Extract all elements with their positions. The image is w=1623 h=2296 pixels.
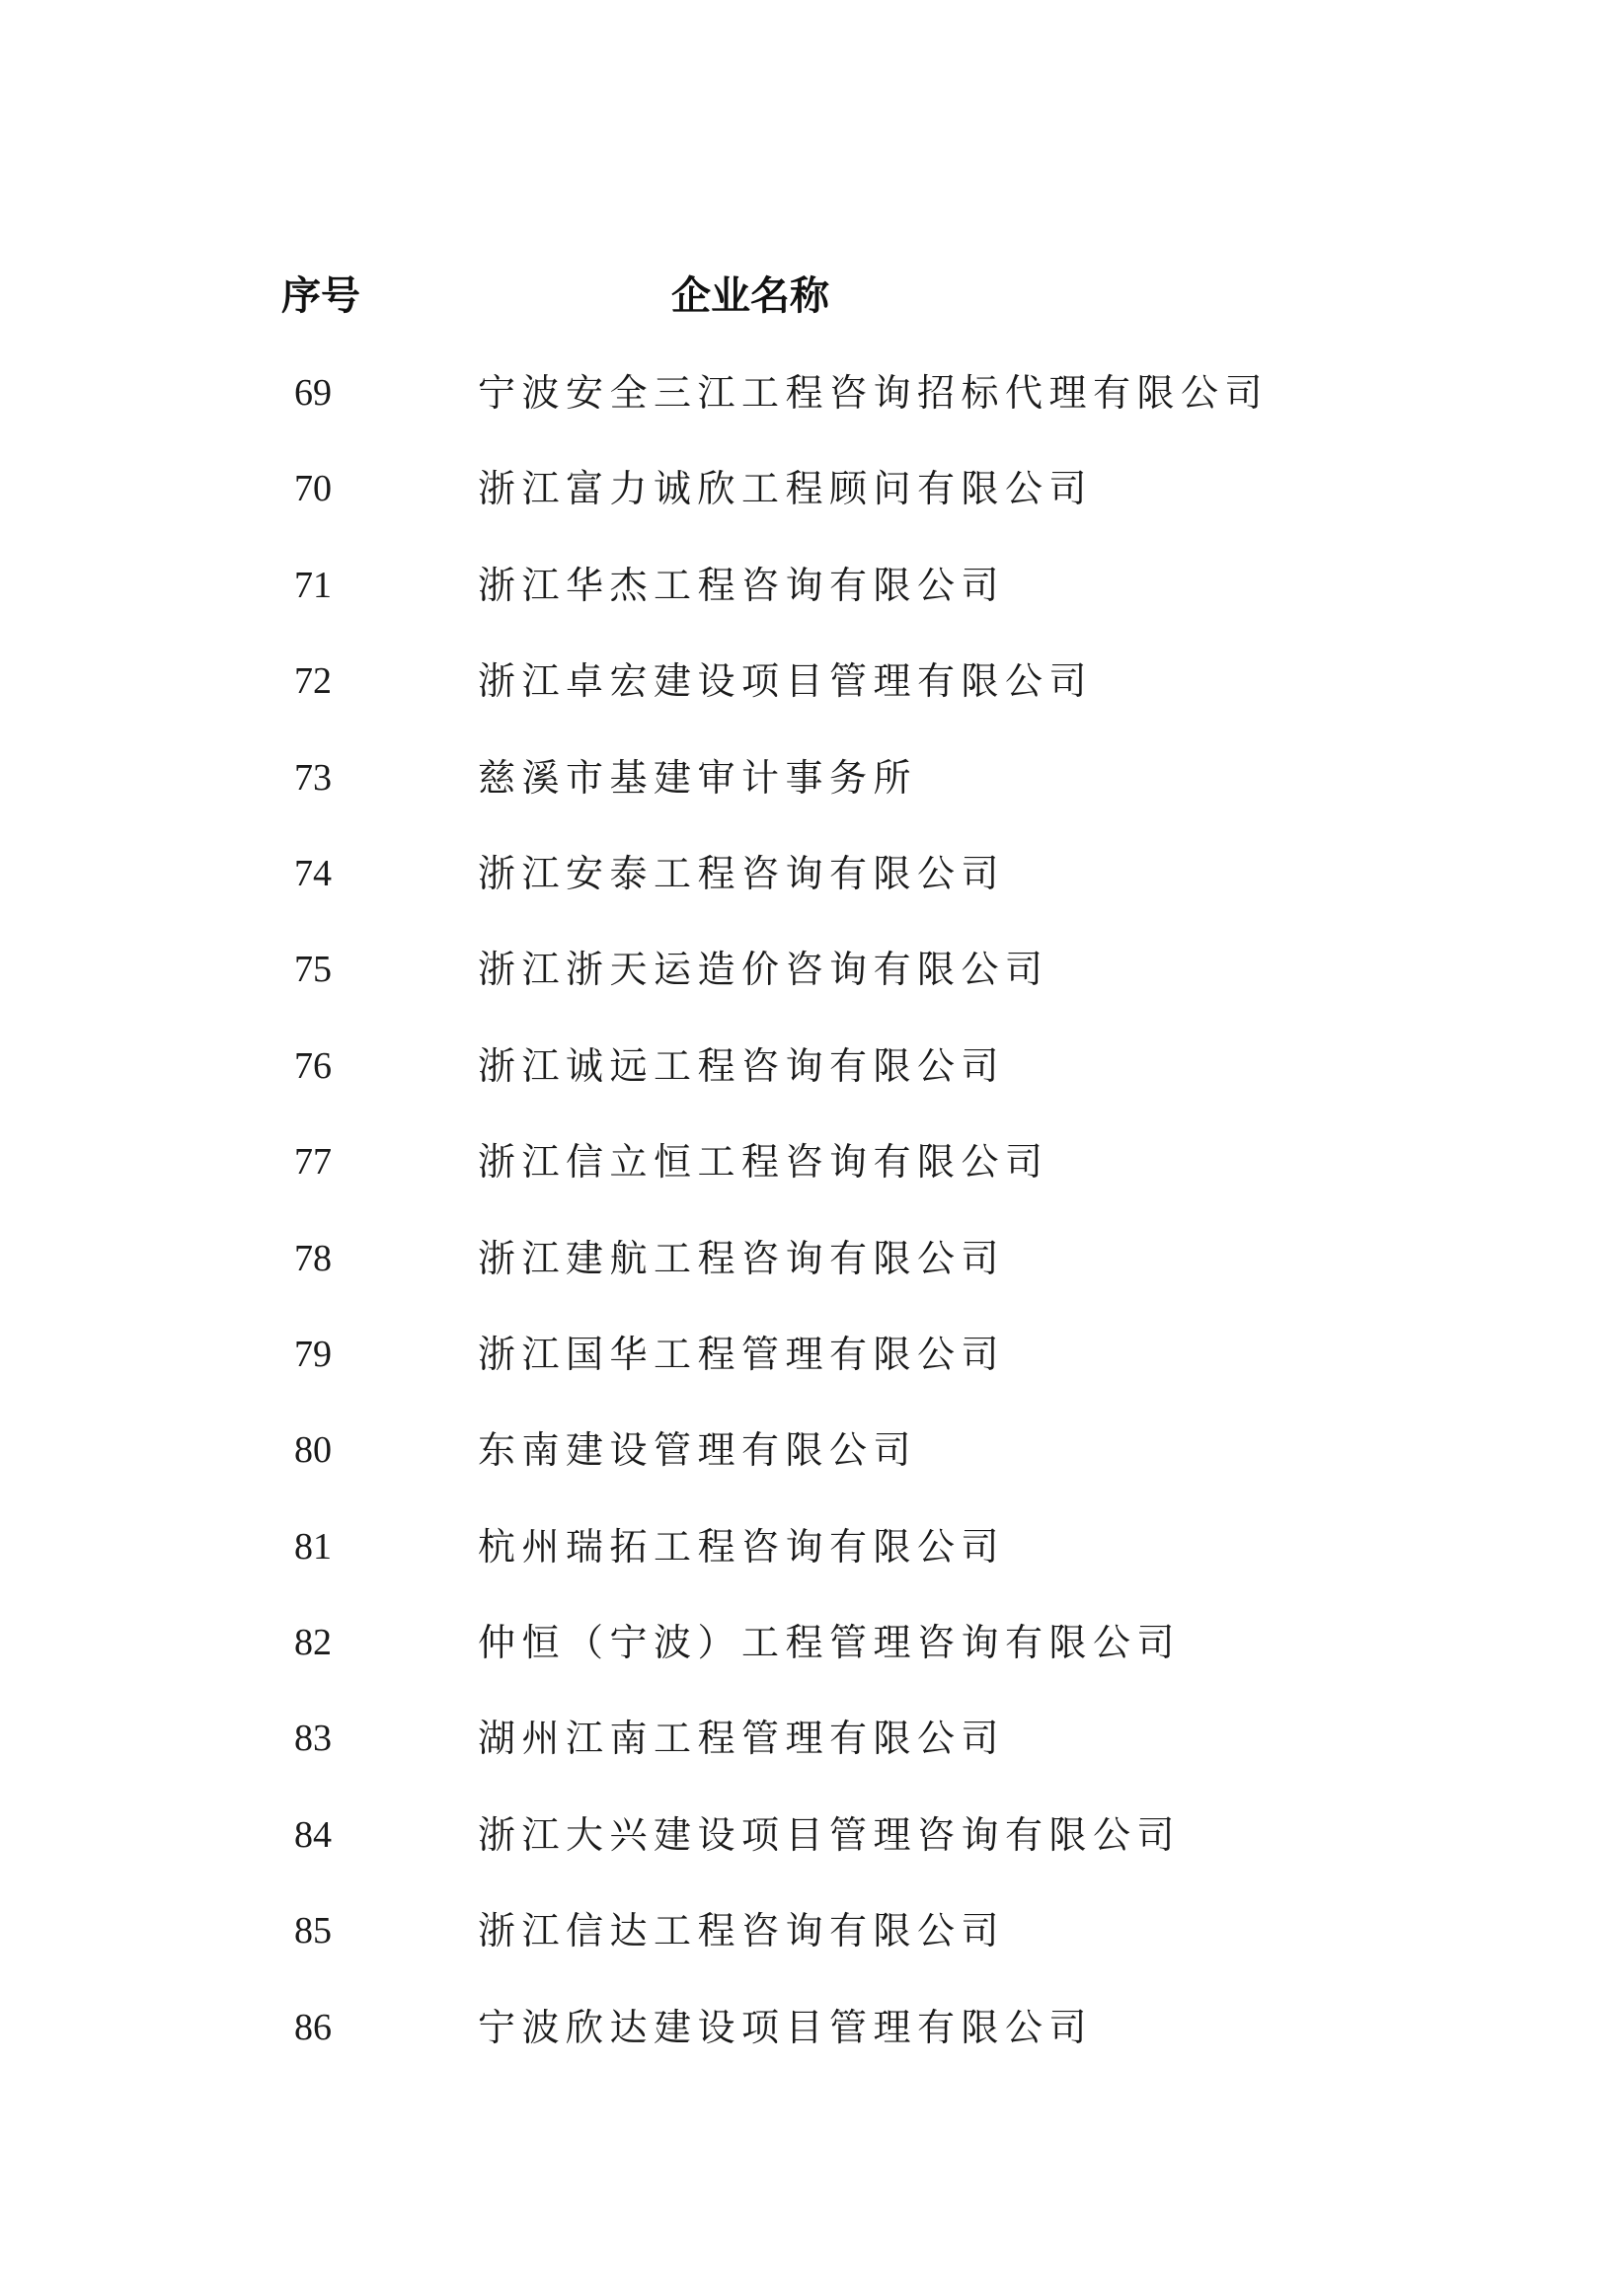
row-serial-number: 76 — [294, 1044, 332, 1087]
row-company-name: 浙江大兴建设项目管理咨询有限公司 — [478, 1812, 1182, 1857]
row-serial-number: 83 — [294, 1718, 332, 1760]
row-company-name: 浙江国华工程管理有限公司 — [478, 1332, 1006, 1376]
table-row — [0, 1325, 1623, 1420]
table-row — [0, 363, 1623, 459]
table-row — [0, 651, 1623, 747]
company-list — [0, 363, 1623, 2094]
row-company-name: 浙江华杰工程咨询有限公司 — [478, 563, 1006, 607]
row-company-name: 浙江富力诚欣工程顾问有限公司 — [478, 467, 1094, 511]
row-company-name: 浙江信立恒工程咨询有限公司 — [478, 1140, 1049, 1185]
table-row — [0, 748, 1623, 844]
row-serial-number: 69 — [294, 372, 332, 414]
table-row — [0, 556, 1623, 651]
row-serial-number: 74 — [294, 852, 332, 894]
table-row — [0, 1998, 1623, 2094]
row-serial-number: 80 — [294, 1429, 332, 1472]
table-row — [0, 1517, 1623, 1613]
row-company-name: 宁波安全三江工程咨询招标代理有限公司 — [478, 371, 1270, 415]
table-row — [0, 459, 1623, 555]
table-row — [0, 940, 1623, 1035]
row-serial-number: 82 — [294, 1622, 332, 1664]
table-row — [0, 1036, 1623, 1132]
row-company-name: 慈溪市基建审计事务所 — [478, 755, 918, 800]
row-serial-number: 77 — [294, 1141, 332, 1184]
row-serial-number: 71 — [294, 564, 332, 606]
row-serial-number: 72 — [294, 660, 332, 703]
table-row — [0, 1805, 1623, 1901]
table-row — [0, 1132, 1623, 1228]
row-company-name: 杭州瑞拓工程咨询有限公司 — [478, 1524, 1006, 1569]
row-serial-number: 86 — [294, 2006, 332, 2048]
row-serial-number: 75 — [294, 949, 332, 991]
header-serial-number: 序号 — [281, 273, 360, 319]
table-header — [0, 265, 1623, 324]
row-serial-number: 81 — [294, 1525, 332, 1568]
row-company-name: 浙江卓宏建设项目管理有限公司 — [478, 659, 1094, 704]
row-company-name: 湖州江南工程管理有限公司 — [478, 1717, 1006, 1761]
row-company-name: 东南建设管理有限公司 — [478, 1428, 918, 1473]
table-row — [0, 1229, 1623, 1325]
header-company-name: 企业名称 — [671, 273, 829, 319]
row-serial-number: 70 — [294, 468, 332, 510]
row-company-name: 宁波欣达建设项目管理有限公司 — [478, 2005, 1094, 2049]
row-serial-number: 84 — [294, 1813, 332, 1856]
row-company-name: 浙江浙天运造价咨询有限公司 — [478, 948, 1049, 992]
table-row — [0, 1709, 1623, 1804]
row-serial-number: 78 — [294, 1237, 332, 1279]
table-row — [0, 1613, 1623, 1709]
row-serial-number: 79 — [294, 1333, 332, 1375]
table-row — [0, 1420, 1623, 1516]
row-company-name: 浙江安泰工程咨询有限公司 — [478, 851, 1006, 895]
row-company-name: 浙江诚远工程咨询有限公司 — [478, 1043, 1006, 1088]
row-serial-number: 73 — [294, 756, 332, 799]
table-row — [0, 1901, 1623, 1997]
row-company-name: 浙江建航工程咨询有限公司 — [478, 1236, 1006, 1280]
row-company-name: 仲恒（宁波）工程管理咨询有限公司 — [478, 1621, 1182, 1665]
table-row — [0, 844, 1623, 940]
row-company-name: 浙江信达工程咨询有限公司 — [478, 1909, 1006, 1953]
row-serial-number: 85 — [294, 1910, 332, 1952]
